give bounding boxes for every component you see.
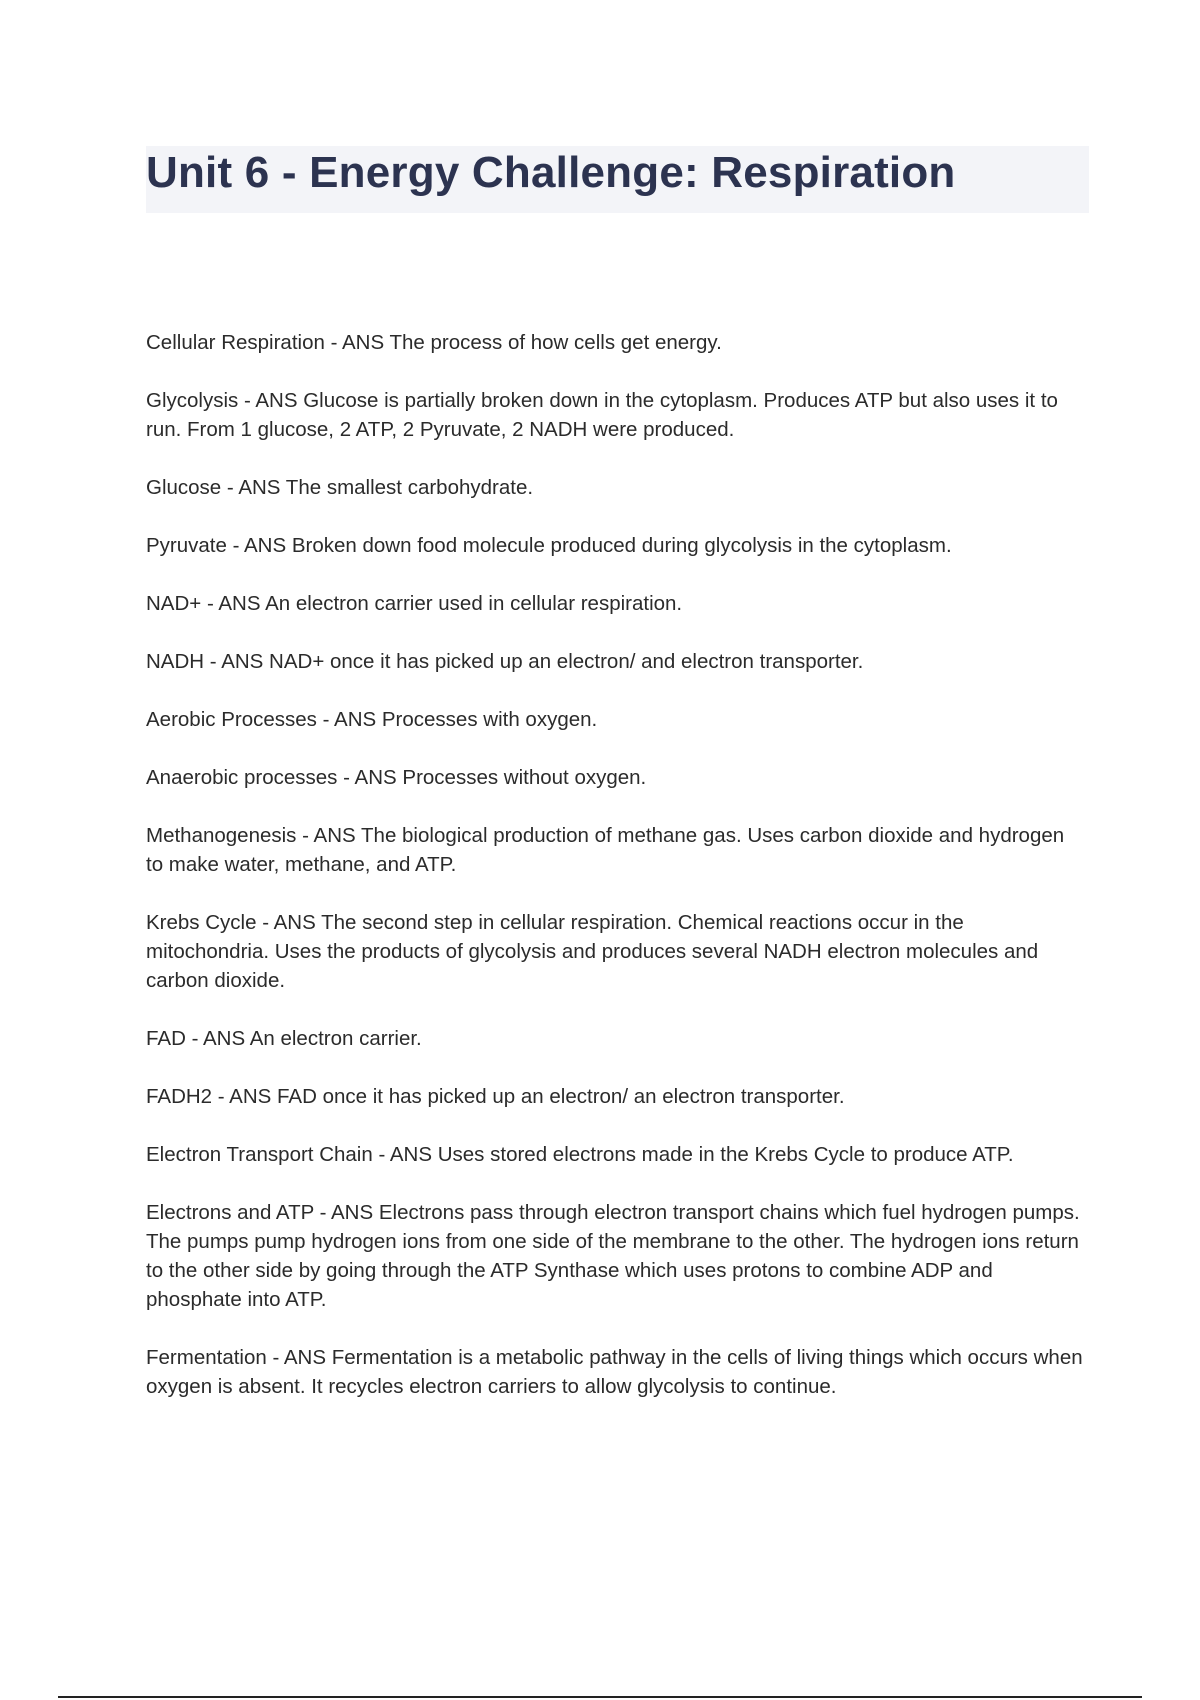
entry-term: Glucose [146, 476, 222, 499]
glossary-entry [146, 647, 1086, 676]
glossary-entry [146, 386, 1086, 444]
entry-ans-label: ANS [389, 1143, 433, 1166]
glossary-entry [146, 1343, 1089, 1401]
entry-separator: - [226, 534, 244, 557]
glossary-entry [146, 821, 1086, 879]
entry-separator: - [256, 911, 274, 934]
entry-ans-label: ANS [341, 331, 385, 354]
glossary-entry [146, 705, 1086, 734]
entry-definition: Fermentation is a metabolic pathway in the cells of living things which occurs when oxygen is absent. It recycles electron carriers to allow glycolysis to continue. [146, 1346, 1089, 1398]
entry-definition: Glucose is partially broken down in the cytoplasm. Produces ATP but also uses it to run. From 1 glucose, 2 ATP, 2 Pyruvate, 2 NADH were produced. [146, 389, 1064, 441]
entry-separator: - [221, 476, 239, 499]
entry-term: Electron Transport Chain [146, 1143, 373, 1166]
glossary-entry [146, 1140, 1086, 1169]
entry-ans-label: ANS [229, 1085, 272, 1108]
entry-definition: FAD once it has picked up an electron/ an electron transporter. [277, 1085, 845, 1108]
entry-ans-label: ANS [354, 766, 397, 789]
page-title: Unit 6 - Energy Challenge: Respiration [146, 148, 956, 197]
entry-term: Glycolysis [146, 389, 239, 412]
entry-separator: - [313, 1201, 331, 1224]
entry-ans-label: ANS [202, 1027, 246, 1050]
glossary-entry [146, 1024, 1086, 1053]
entry-term: NADH [146, 650, 205, 673]
entry-separator: - [212, 1085, 230, 1108]
entry-ans-label: ANS [218, 592, 261, 615]
entry-separator: - [238, 389, 256, 412]
entry-ans-label: ANS [273, 911, 316, 934]
entry-separator: - [266, 1346, 284, 1369]
glossary-entry [146, 589, 1086, 618]
glossary-entry [146, 328, 1086, 357]
entry-ans-label: ANS [238, 476, 281, 499]
entry-definition: An electron carrier used in cellular respiration. [265, 592, 683, 615]
glossary-entry [146, 473, 1086, 502]
entry-separator: - [296, 824, 314, 847]
entry-term: Anaerobic processes [146, 766, 338, 789]
entry-definition: Processes with oxygen. [381, 708, 598, 731]
entry-ans-label: ANS [334, 708, 377, 731]
entry-separator: - [204, 650, 222, 673]
entry-definition: An electron carrier. [249, 1027, 422, 1050]
entry-ans-label: ANS [313, 824, 356, 847]
glossary-entry [146, 531, 1086, 560]
entry-term: Cellular Respiration [146, 331, 325, 354]
entry-definition: Broken down food molecule produced during glycolysis in the cytoplasm. [291, 534, 952, 557]
entry-term: Electrons and ATP [146, 1201, 314, 1224]
entry-definition: The biological production of methane gas. Uses carbon dioxide and hydrogen to make water, methane, and ATP. [146, 824, 1070, 876]
entry-separator: - [324, 331, 342, 354]
glossary-entry [146, 1198, 1086, 1314]
entry-separator: - [372, 1143, 390, 1166]
entry-definition: NAD+ once it has picked up an electron/ and electron transporter. [269, 650, 864, 673]
entry-term: Aerobic Processes [146, 708, 317, 731]
entry-definition: Processes without oxygen. [402, 766, 647, 789]
entry-term: FADH2 [146, 1085, 213, 1108]
entry-definition: The process of how cells get energy. [389, 331, 722, 354]
entry-term: Pyruvate [146, 534, 227, 557]
glossary-list [146, 328, 1089, 1430]
entry-separator: - [185, 1027, 203, 1050]
entry-separator: - [316, 708, 335, 731]
entry-term: Methanogenesis [146, 824, 297, 847]
entry-term: NAD+ [146, 592, 202, 615]
entry-ans-label: ANS [244, 534, 287, 557]
entry-term: Krebs Cycle [146, 911, 257, 934]
entry-separator: - [201, 592, 219, 615]
entry-ans-label: ANS [331, 1201, 374, 1224]
glossary-entry [146, 908, 1086, 995]
entry-term: FAD [146, 1027, 186, 1050]
entry-ans-label: ANS [255, 389, 298, 412]
entry-definition: The second step in cellular respiration. Chemical reactions occur in the mitochondria. Uses the products of glycolysis and produces several NADH electron molecules and carbon dioxide. [146, 911, 1044, 992]
entry-term: Fermentation [146, 1346, 267, 1369]
entry-definition: Electrons pass through electron transport chains which fuel hydrogen pumps. The pumps pump hydrogen ions from one side of the membrane to the other. The hydrogen ions return to the other side by going through the ATP Synthase which uses protons to combine ADP and phosphate into ATP. [146, 1201, 1085, 1311]
glossary-entry [146, 763, 1086, 792]
entry-separator: - [337, 766, 355, 789]
glossary-entry [146, 1082, 1086, 1111]
footer-divider [58, 1696, 1142, 1698]
entry-definition: The smallest carbohydrate. [285, 476, 534, 499]
entry-ans-label: ANS [283, 1346, 327, 1369]
entry-ans-label: ANS [221, 650, 264, 673]
entry-definition: Uses stored electrons made in the Krebs Cycle to produce ATP. [437, 1143, 1014, 1166]
